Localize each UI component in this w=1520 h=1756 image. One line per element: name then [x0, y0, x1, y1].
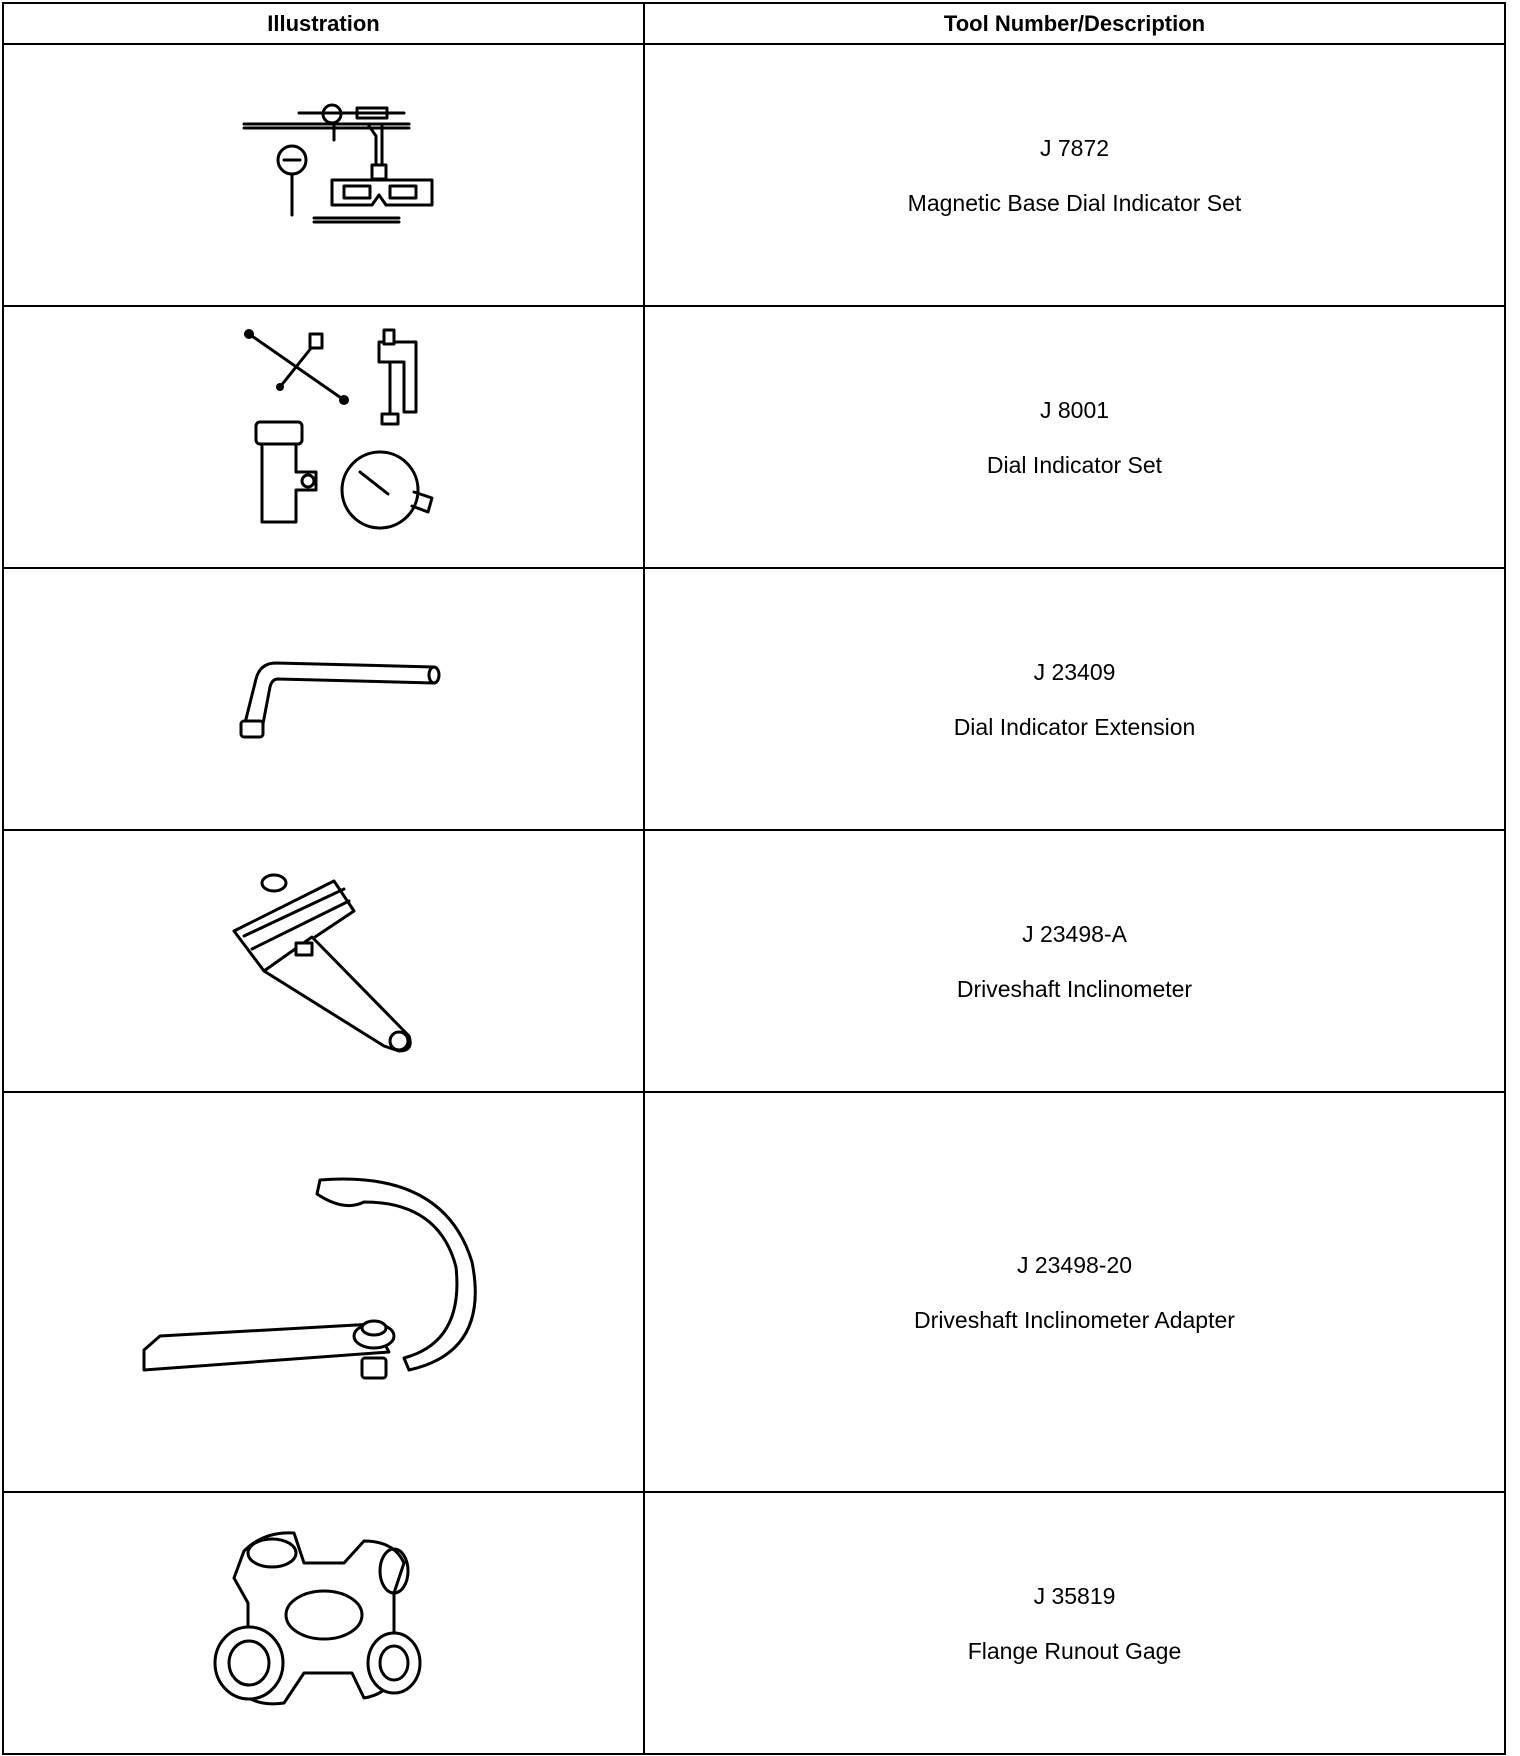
tool-description: Driveshaft Inclinometer: [956, 975, 1193, 1002]
tool-description: Flange Runout Gage: [967, 1637, 1182, 1664]
flange-runout-gage-icon: [204, 1523, 444, 1723]
dial-indicator-set-icon: [204, 322, 444, 552]
description-cell: [644, 306, 1505, 568]
table-row: [3, 568, 1505, 830]
tool-description: Dial Indicator Extension: [953, 713, 1196, 740]
magnetic-base-dial-indicator-icon: [204, 100, 444, 250]
illustration-cell: [3, 830, 644, 1092]
tool-number: J 23409: [1033, 658, 1116, 685]
table-row: [3, 830, 1505, 1092]
tool-description: Driveshaft Inclinometer Adapter: [914, 1306, 1235, 1333]
description-cell: [644, 568, 1505, 830]
tool-number: J 35819: [1033, 1582, 1116, 1609]
illustration-cell: [3, 306, 644, 568]
header-row: [3, 3, 1505, 44]
illustration-cell: [3, 44, 644, 306]
tool-table: [2, 2, 1506, 1755]
description-cell: [644, 1092, 1505, 1492]
inclinometer-adapter-icon: [134, 1172, 514, 1412]
tool-description: Dial Indicator Set: [986, 451, 1163, 478]
tool-number: J 23498-20: [1016, 1251, 1133, 1278]
table-row: [3, 44, 1505, 306]
illustration-cell: [3, 1492, 644, 1754]
description-header: Tool Number/Description: [644, 3, 1505, 44]
tool-number: J 8001: [1039, 396, 1110, 423]
table-row: [3, 306, 1505, 568]
driveshaft-inclinometer-icon: [204, 861, 444, 1061]
illustration-cell: [3, 1092, 644, 1492]
description-cell: [644, 830, 1505, 1092]
description-cell: [644, 44, 1505, 306]
tool-number: J 23498-A: [1022, 920, 1127, 947]
table-row: [3, 1092, 1505, 1492]
table-row: [3, 1492, 1505, 1754]
tool-number: J 7872: [1039, 134, 1110, 161]
dial-indicator-extension-icon: [204, 649, 444, 749]
illustration-cell: [3, 568, 644, 830]
description-cell: [644, 1492, 1505, 1754]
illustration-header: Illustration: [3, 3, 644, 44]
tool-description: Magnetic Base Dial Indicator Set: [907, 189, 1242, 216]
